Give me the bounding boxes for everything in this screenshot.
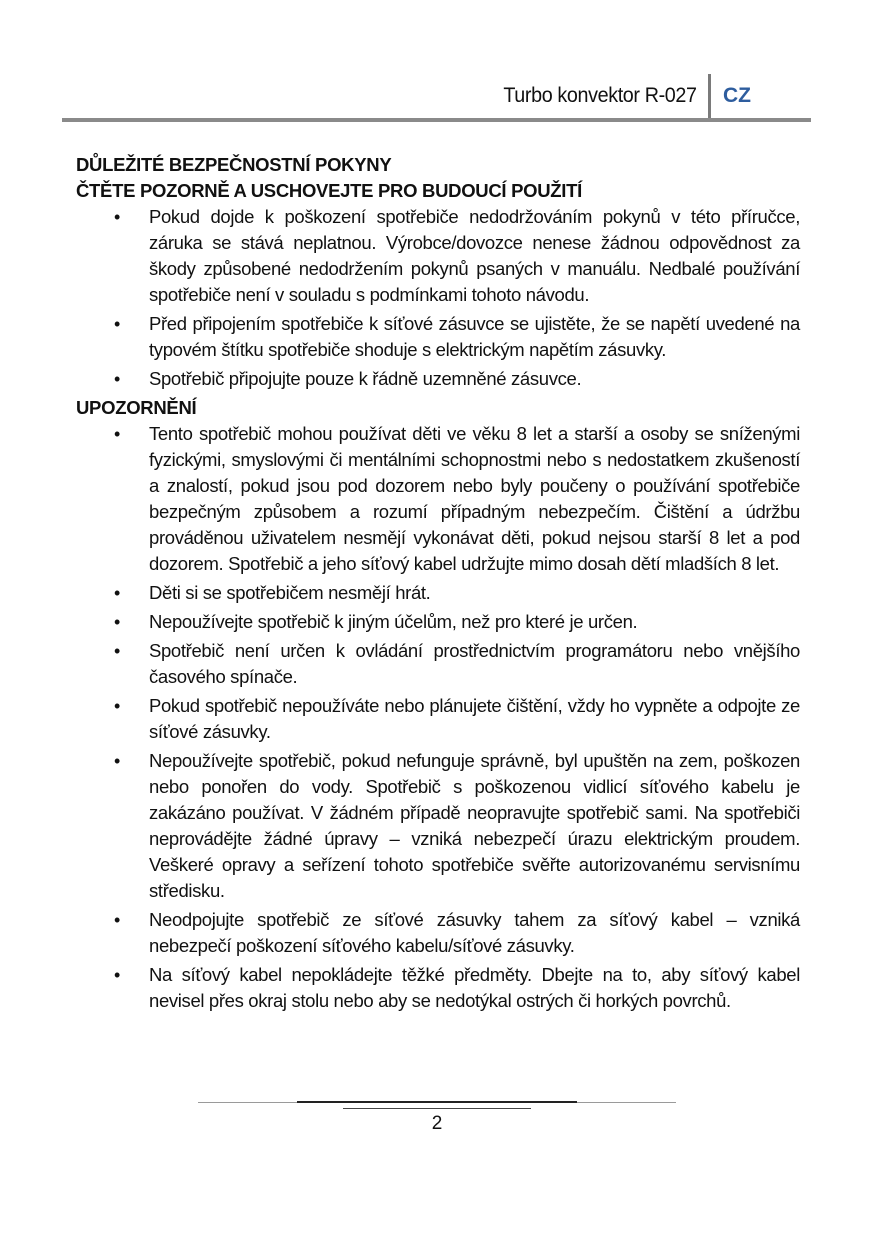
bullet-icon: • <box>114 424 120 444</box>
list-item <box>76 421 800 577</box>
header-language-code: CZ <box>723 84 751 107</box>
list-item <box>76 907 800 959</box>
list-item <box>76 366 800 392</box>
warning-list <box>76 421 800 1014</box>
footer-rule-short <box>343 1108 531 1109</box>
list-item-text: Nepoužívejte spotřebič k jiným účelům, než pro které je určen. <box>149 611 638 632</box>
bullet-icon: • <box>114 314 120 334</box>
list-item <box>76 638 800 690</box>
list-item-text: Nepoužívejte spotřebič, pokud nefunguje správně, byl upuštěn na zem, poškozen nebo ponořen do vody. Spotřebič s poškozenou vidlicí síťového kabelu je zakázáno používat. V žádném případě neopravujte spotřebič sami. Na spotřebiči neprovádějte žádné úpravy – vzniká nebezpečí úrazu elektrickým proudem. Veškeré opravy a seřízení tohoto spotřebiče svěřte autorizovanému servisnímu středisku. <box>149 750 800 901</box>
list-item-text: Pokud dojde k poškození spotřebiče nedodržováním pokynů v této příručce, záruka se stává neplatnou. Výrobce/dovozce nenese žádnou odpovědnost za škody způsobené nedodržením pokynů psaných v manuálu. Nedbalé používání spotřebiče není v souladu s podmínkami tohoto návodu. <box>149 206 800 305</box>
bullet-icon: • <box>114 583 120 603</box>
list-item-text: Spotřebič není určen k ovládání prostřednictvím programátoru nebo vnějšího časového spínače. <box>149 640 800 687</box>
list-item <box>76 311 800 363</box>
list-item-text: Tento spotřebič mohou používat děti ve věku 8 let a starší a osoby se sníženými fyzickými, smyslovými či mentálními schopnostmi nebo s nedostatkem zkušeností a znalostí, pokud jsou pod dozorem nebo byly poučeny o používání spotřebiče bezpečným způsobem a rozumí případným nebezpečím. Čištění a údržbu prováděnou uživatelem nesmějí vykonávat děti, pokud nejsou starší 8 let a pod dozorem. Spotřebič a jeho síťový kabel udržujte mimo dosah dětí mladších 8 let. <box>149 423 800 574</box>
bullet-icon: • <box>114 612 120 632</box>
bullet-icon: • <box>114 696 120 716</box>
list-item <box>76 693 800 745</box>
list-item-text: Děti si se spotřebičem nesmějí hrát. <box>149 582 431 603</box>
list-item-text: Na síťový kabel nepokládejte těžké předměty. Dbejte na to, aby síťový kabel nevisel přes okraj stolu nebo aby se nedotýkal ostrých či horkých povrchů. <box>149 964 800 1011</box>
list-item <box>76 609 800 635</box>
header-rule <box>62 118 811 122</box>
bullet-icon: • <box>114 751 120 771</box>
list-item-text: Neodpojujte spotřebič ze síťové zásuvky tahem za síťový kabel – vzniká nebezpečí poškození síťového kabelu/síťové zásuvky. <box>149 909 800 956</box>
bullet-icon: • <box>114 207 120 227</box>
footer-rule-dark <box>297 1101 577 1103</box>
list-item <box>76 962 800 1014</box>
list-item <box>76 580 800 606</box>
section-heading-warning: UPOZORNĚNÍ <box>76 397 197 418</box>
page-number: 2 <box>431 1113 443 1134</box>
safety-list <box>76 204 800 392</box>
list-item <box>76 748 800 904</box>
bullet-icon: • <box>114 910 120 930</box>
bullet-icon: • <box>114 641 120 661</box>
list-item-text: Před připojením spotřebiče k síťové zásuvce se ujistěte, že se napětí uvedené na typovém štítku spotřebiče shoduje s elektrickým napětím zásuvky. <box>149 313 800 360</box>
list-item-text: Spotřebič připojujte pouze k řádně uzemněné zásuvce. <box>149 368 582 389</box>
section-subheading-read-carefully: ČTĚTE POZORNĚ A USCHOVEJTE PRO BUDOUCÍ POUŽITÍ <box>76 180 582 201</box>
list-item-text: Pokud spotřebič nepoužíváte nebo plánujete čištění, vždy ho vypněte a odpojte ze síťové zásuvky. <box>149 695 800 742</box>
header-title: Turbo konvektor R-027 <box>503 84 697 107</box>
list-item <box>76 204 800 308</box>
section-heading-safety: DŮLEŽITÉ BEZPEČNOSTNÍ POKYNY <box>76 154 392 175</box>
bullet-icon: • <box>114 369 120 389</box>
bullet-icon: • <box>114 965 120 985</box>
page-content <box>76 152 800 1017</box>
header-divider <box>708 74 711 120</box>
